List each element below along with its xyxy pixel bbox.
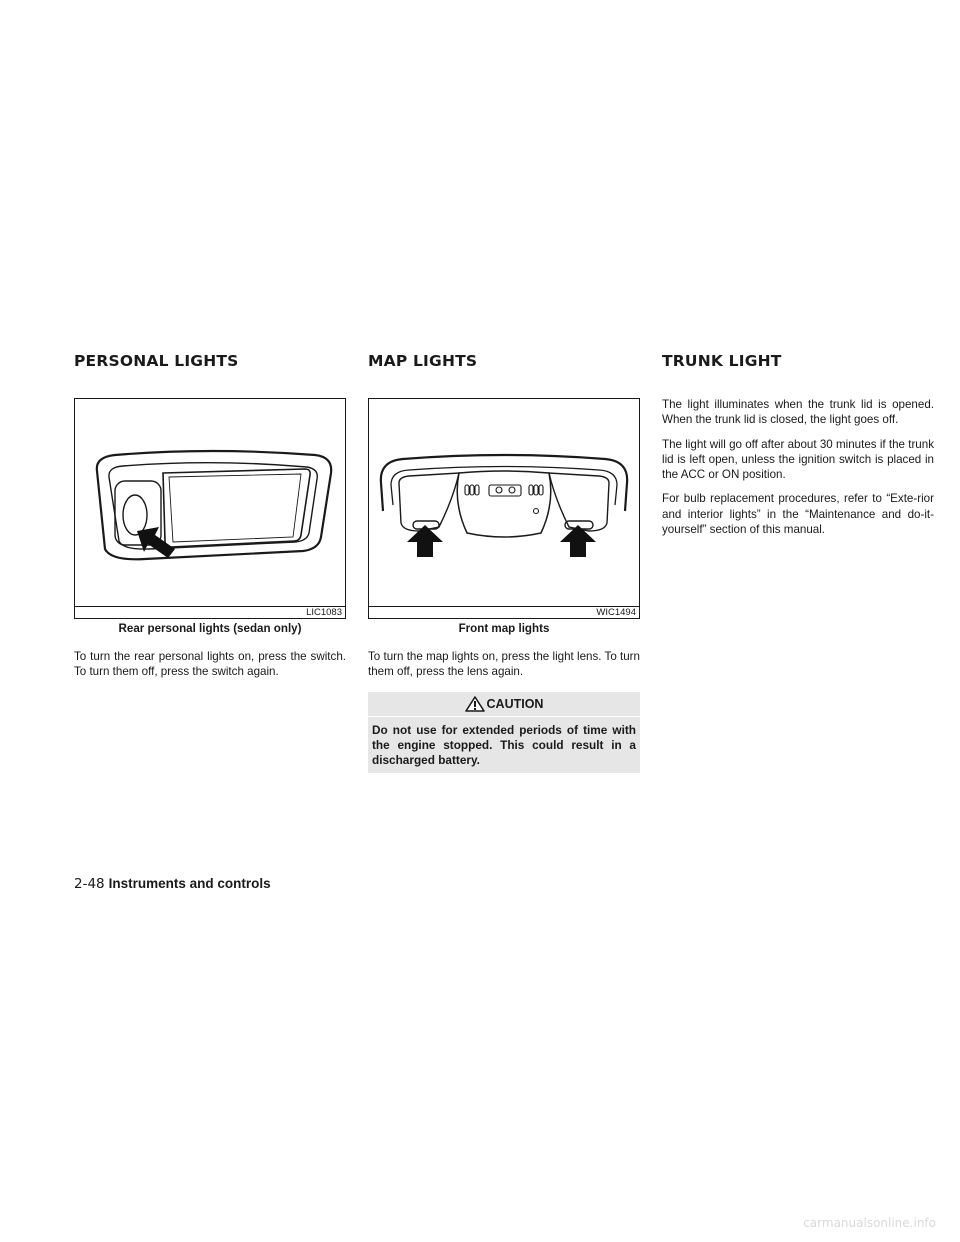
arrow-icon [407,525,443,557]
body-text: To turn the map lights on, press the light lens. To turn them off, press the lens again. [368,650,640,679]
map-light-illustration [369,399,639,618]
caution-text: Do not use for extended periods of time with the engine stopped. This could result in a discharged battery. [372,722,636,767]
arrow-icon [137,527,175,558]
map-lights-section [368,352,640,773]
body-text: For bulb replacement procedures, refer to “Exte-rior and interior lights” in the “Maintenance and do-it-yourself” section of this manual. [662,492,934,537]
watermark: carmanualsonline.info [803,1216,936,1230]
figure-caption: Front map lights [458,622,550,635]
caution-title: CAUTION [486,696,544,711]
figure-code: LIC1083 [306,607,342,618]
figure-code: WIC1494 [596,607,636,618]
section-heading: PERSONAL LIGHTS [74,352,239,370]
page-number: 2-48 [74,876,105,892]
rear-personal-light-illustration [75,399,345,618]
personal-lights-section [74,352,346,689]
section-heading: TRUNK LIGHT [662,352,782,370]
page-footer [74,876,271,892]
caution-box [368,692,640,773]
body-text: The light will go off after about 30 minutes if the trunk lid is left open, unless the ignition switch is placed in the ACC or ON position. [662,437,934,482]
figure-caption: Rear personal lights (sedan only) [118,622,302,635]
caution-header [368,692,640,717]
figure-code-bar [75,606,345,618]
trunk-light-section [662,352,934,546]
section-title: Instruments and controls [108,876,271,891]
front-map-lights-figure [368,398,640,619]
rear-personal-lights-figure [74,398,346,619]
body-text: To turn the rear personal lights on, press the switch. To turn them off, press the switch again. [74,650,346,679]
section-heading: MAP LIGHTS [368,352,478,370]
figure-code-bar [369,606,639,618]
arrow-icon [560,525,596,557]
body-text: The light illuminates when the trunk lid is opened. When the trunk lid is closed, the light goes off. [662,398,934,427]
warning-triangle-icon [465,696,485,712]
